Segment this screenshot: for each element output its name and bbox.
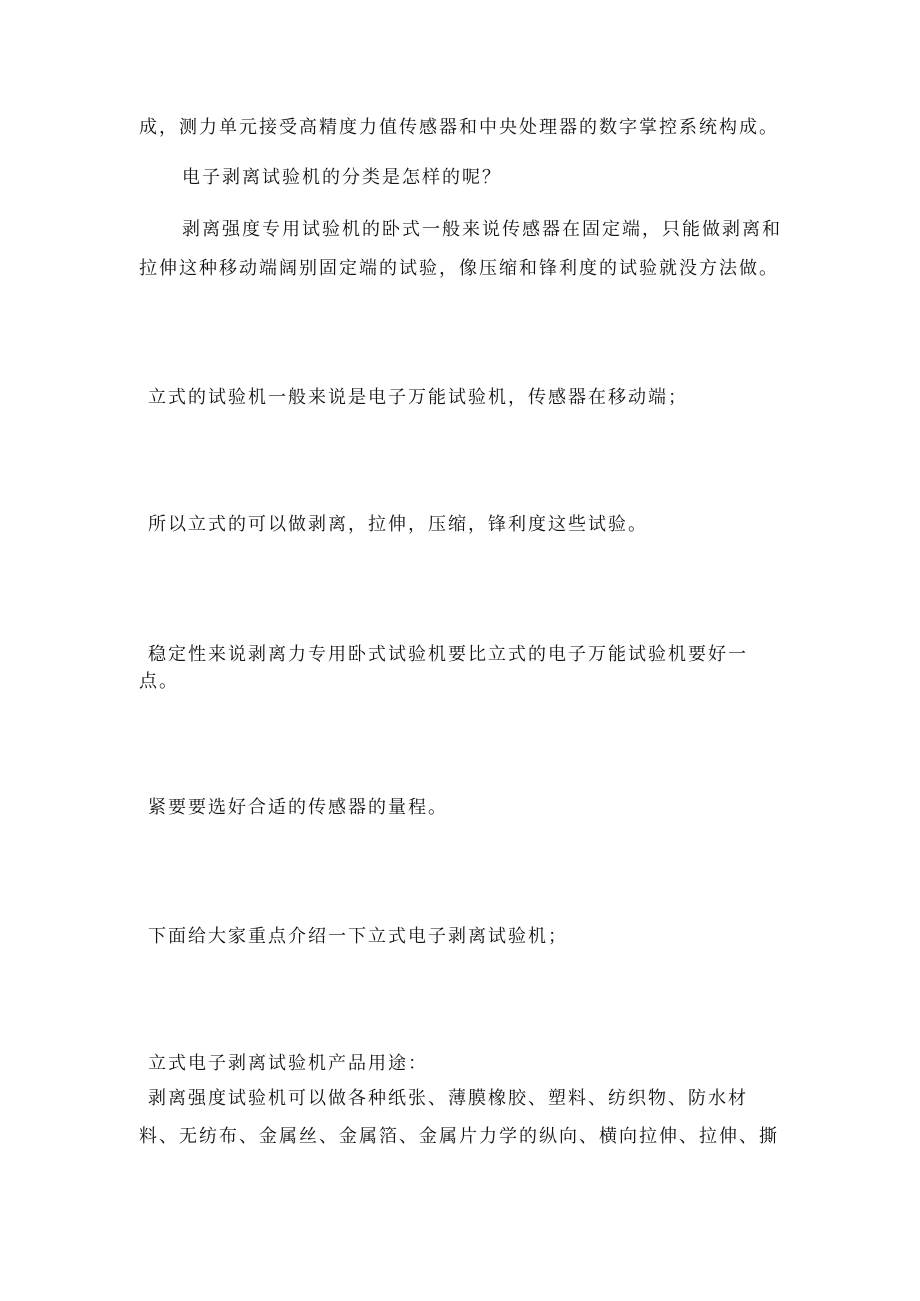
text-line-6: 所以立式的可以做剥离，拉伸，压缩，锋利度这些试验。 <box>148 514 648 535</box>
text-line-11: 立式电子剥离试验机产品用途： <box>148 1053 428 1074</box>
text-line-8: 点。 <box>139 671 179 692</box>
text-line-7: 稳定性来说剥离力专用卧式试验机要比立式的电子万能试验机要好一 <box>148 644 748 665</box>
text-line-10: 下面给大家重点介绍一下立式电子剥离试验机； <box>148 926 568 947</box>
text-line-12: 剥离强度试验机可以做各种纸张、薄膜橡胶、塑料、纺织物、防水材 <box>148 1088 748 1109</box>
text-line-1: 成，测力单元接受高精度力值传感器和中央处理器的数字掌控系统构成。 <box>139 117 779 138</box>
text-line-13: 料、无纺布、金属丝、金属箔、金属片力学的纵向、横向拉伸、拉伸、撕 <box>139 1126 779 1147</box>
text-line-4: 拉伸这种移动端阔别固定端的试验，像压缩和锋利度的试验就没方法做。 <box>139 258 779 279</box>
text-line-3: 剥离强度专用试验机的卧式一般来说传感器在固定端，只能做剥离和 <box>182 219 782 240</box>
text-line-9: 紧要要选好合适的传感器的量程。 <box>148 797 448 818</box>
text-line-2: 电子剥离试验机的分类是怎样的呢？ <box>182 167 502 188</box>
text-line-5: 立式的试验机一般来说是电子万能试验机，传感器在移动端； <box>148 387 688 408</box>
